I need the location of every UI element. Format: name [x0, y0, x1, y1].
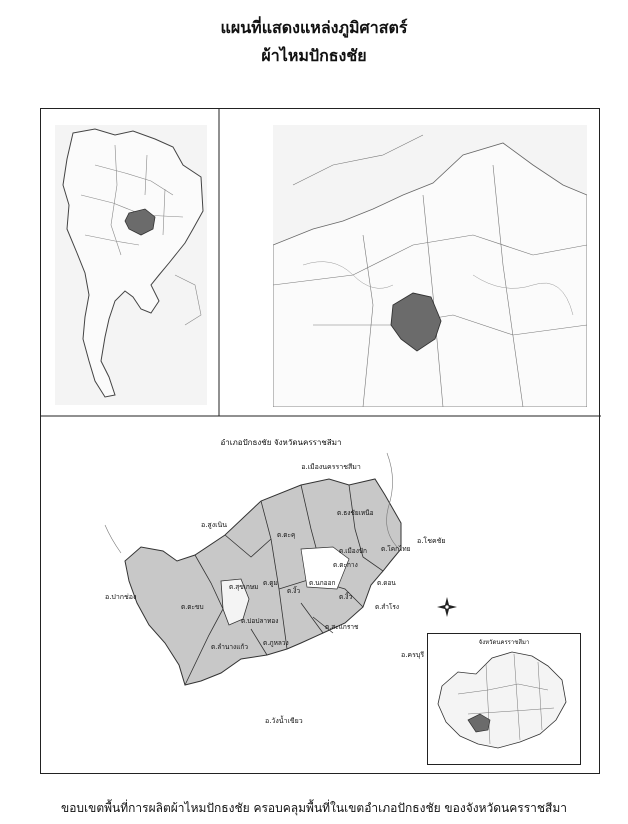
subdistrict-label: ต.เมืองปัก — [339, 547, 367, 555]
neighbor-east: อ.โชคชัย — [417, 537, 446, 545]
subdistrict-label: ต.นกออก — [309, 579, 336, 587]
neighbor-north: อ.เมืองนครราชสีมา — [301, 463, 361, 471]
subdistrict-label: ต.สะแกราช — [325, 623, 359, 631]
subdistrict-label: ต.โคกไทย — [381, 545, 411, 553]
district-map-header: อำเภอปักธงชัย จังหวัดนครราชสีมา — [220, 439, 342, 447]
region-map — [273, 125, 587, 407]
neighbor-northwest: อ.สูงเนิน — [201, 521, 228, 529]
subdistrict-label: ต.งิ้ว — [339, 593, 353, 601]
subdistrict-label: ต.สุขเกษม — [229, 583, 259, 591]
neighbor-south: อ.วังน้ำเขียว — [265, 717, 303, 725]
district-map — [101, 439, 461, 739]
subdistrict-label: ต.ธงชัยเหนือ — [337, 509, 374, 517]
map-subtitle: ผ้าไหมปักธงชัย — [261, 46, 367, 65]
subdistrict-label: ต.ตะคุ — [277, 531, 296, 539]
subdistrict-label: ต.สำโรง — [375, 603, 400, 611]
map-caption: ขอบเขตพื้นที่การผลิตผ้าไหมปักธงชัย ครอบคลุมพื้นที่ในเขตอำเภอปักธงชัย ของจังหวัดนครราชสีมา — [60, 801, 568, 815]
subdistrict-label: ต.ตูม — [263, 579, 278, 587]
thailand-map — [55, 125, 207, 405]
map-frame — [40, 108, 600, 774]
subdistrict-label: ต.ตะขบ — [181, 603, 204, 611]
compass-rose-icon — [437, 597, 457, 617]
subdistrict-label: ต.ลำนางแก้ว — [211, 643, 248, 651]
subdistrict-label: ต.ดอน — [377, 579, 396, 587]
map-title: แผนที่แสดงแหล่งภูมิศาสตร์ — [220, 18, 408, 37]
neighbor-southeast: อ.ครบุรี — [401, 651, 425, 659]
neighbor-west: อ.ปากช่อง — [105, 593, 137, 601]
subdistrict-label: ต.บ่อปลาทอง — [241, 617, 279, 625]
subdistrict-label: ต.ตะกาง — [333, 561, 358, 569]
subdistrict-label: ต.งิ้ว — [287, 587, 301, 595]
inset-label: จังหวัดนครราชสีมา — [478, 639, 530, 646]
subdistrict-label: ต.ภูหลวง — [263, 639, 289, 647]
province-inset-map — [427, 633, 581, 765]
